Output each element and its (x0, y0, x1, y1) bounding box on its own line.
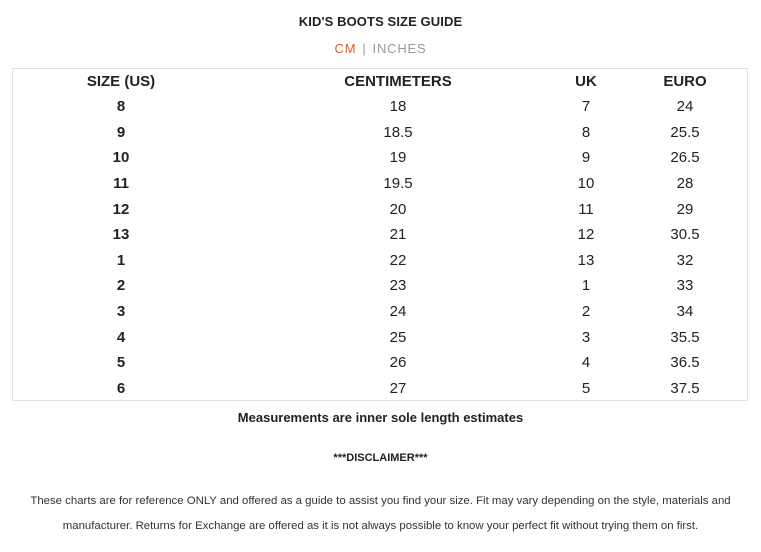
header-centimeters: CENTIMETERS (344, 73, 452, 90)
cell-size-us: 3 (116, 303, 126, 321)
cell-size-us: 8 (116, 98, 126, 116)
cell-size-us: 1 (116, 251, 126, 269)
table-row (13, 196, 747, 222)
cell-centimeters: 21 (389, 226, 407, 244)
table-row (13, 145, 747, 171)
header-euro: EURO (663, 73, 707, 90)
disclaimer-text: These charts are for reference ONLY and offered as a guide to assist you find your size. Fit may vary depending on the style, materials and manufacturer. Returns for Exchange are offered as it is not always possible to know your perfect fit without trying them on first. (30, 495, 731, 532)
cell-centimeters: 18.5 (383, 123, 413, 141)
table-row (13, 273, 747, 299)
unit-cm-option[interactable]: CM (334, 41, 357, 56)
table-row (13, 94, 747, 120)
table-row (13, 222, 747, 248)
cell-size-us: 6 (116, 379, 126, 397)
cell-uk: 11 (578, 200, 594, 218)
cell-centimeters: 22 (389, 251, 407, 269)
measurement-note: Measurements are inner sole length estimates (237, 410, 524, 425)
table-row (13, 324, 747, 350)
cell-euro: 24 (676, 98, 694, 116)
table-row (13, 299, 747, 325)
cell-centimeters: 27 (389, 379, 407, 397)
header-size-us: SIZE (US) (86, 73, 156, 90)
cell-uk: 1 (581, 277, 591, 295)
cell-uk: 5 (581, 379, 591, 397)
cell-euro: 33 (676, 277, 694, 295)
cell-euro: 32 (676, 251, 694, 269)
cell-centimeters: 24 (389, 303, 407, 321)
cell-centimeters: 19.5 (383, 175, 413, 193)
cell-size-us: 5 (116, 354, 126, 372)
cell-size-us: 11 (113, 175, 129, 193)
cell-centimeters: 19 (389, 149, 407, 167)
cell-euro: 34 (676, 303, 694, 321)
cell-uk: 13 (577, 251, 595, 269)
cell-uk: 9 (581, 149, 591, 167)
disclaimer-title: ***DISCLAIMER*** (333, 452, 428, 464)
table-row (13, 248, 747, 274)
unit-inches-option[interactable]: INCHES (372, 41, 427, 56)
cell-euro: 30.5 (670, 226, 700, 244)
cell-size-us: 4 (116, 328, 126, 346)
cell-size-us: 2 (116, 277, 126, 295)
header-uk: UK (575, 73, 597, 90)
cell-euro: 35.5 (670, 328, 700, 346)
cell-uk: 2 (581, 303, 591, 321)
cell-size-us: 12 (112, 200, 130, 218)
cell-centimeters: 25 (389, 328, 407, 346)
table-row (13, 120, 747, 146)
cell-uk: 8 (581, 123, 591, 141)
cell-uk: 7 (581, 98, 591, 116)
cell-uk: 3 (581, 328, 591, 346)
unit-separator: | (362, 41, 367, 56)
cell-uk: 12 (577, 226, 595, 244)
cell-centimeters: 23 (389, 277, 407, 295)
cell-centimeters: 18 (389, 98, 407, 116)
cell-euro: 36.5 (670, 354, 700, 372)
cell-euro: 26.5 (670, 149, 700, 167)
unit-toggle (0, 41, 761, 56)
page-title: KID'S BOOTS SIZE GUIDE (298, 14, 463, 29)
size-table (12, 68, 748, 401)
cell-euro: 25.5 (670, 123, 700, 141)
cell-uk: 4 (581, 354, 591, 372)
cell-centimeters: 20 (389, 200, 407, 218)
table-row (13, 350, 747, 376)
cell-uk: 10 (577, 175, 595, 193)
cell-euro: 37.5 (670, 379, 700, 397)
cell-centimeters: 26 (389, 354, 407, 372)
cell-size-us: 13 (112, 226, 130, 244)
table-row (13, 376, 747, 402)
table-row (13, 171, 747, 197)
cell-euro: 29 (676, 200, 694, 218)
cell-euro: 28 (676, 175, 694, 193)
cell-size-us: 9 (116, 123, 126, 141)
size-table-body (13, 69, 747, 401)
cell-size-us: 10 (112, 149, 130, 167)
table-header-row (13, 69, 747, 94)
